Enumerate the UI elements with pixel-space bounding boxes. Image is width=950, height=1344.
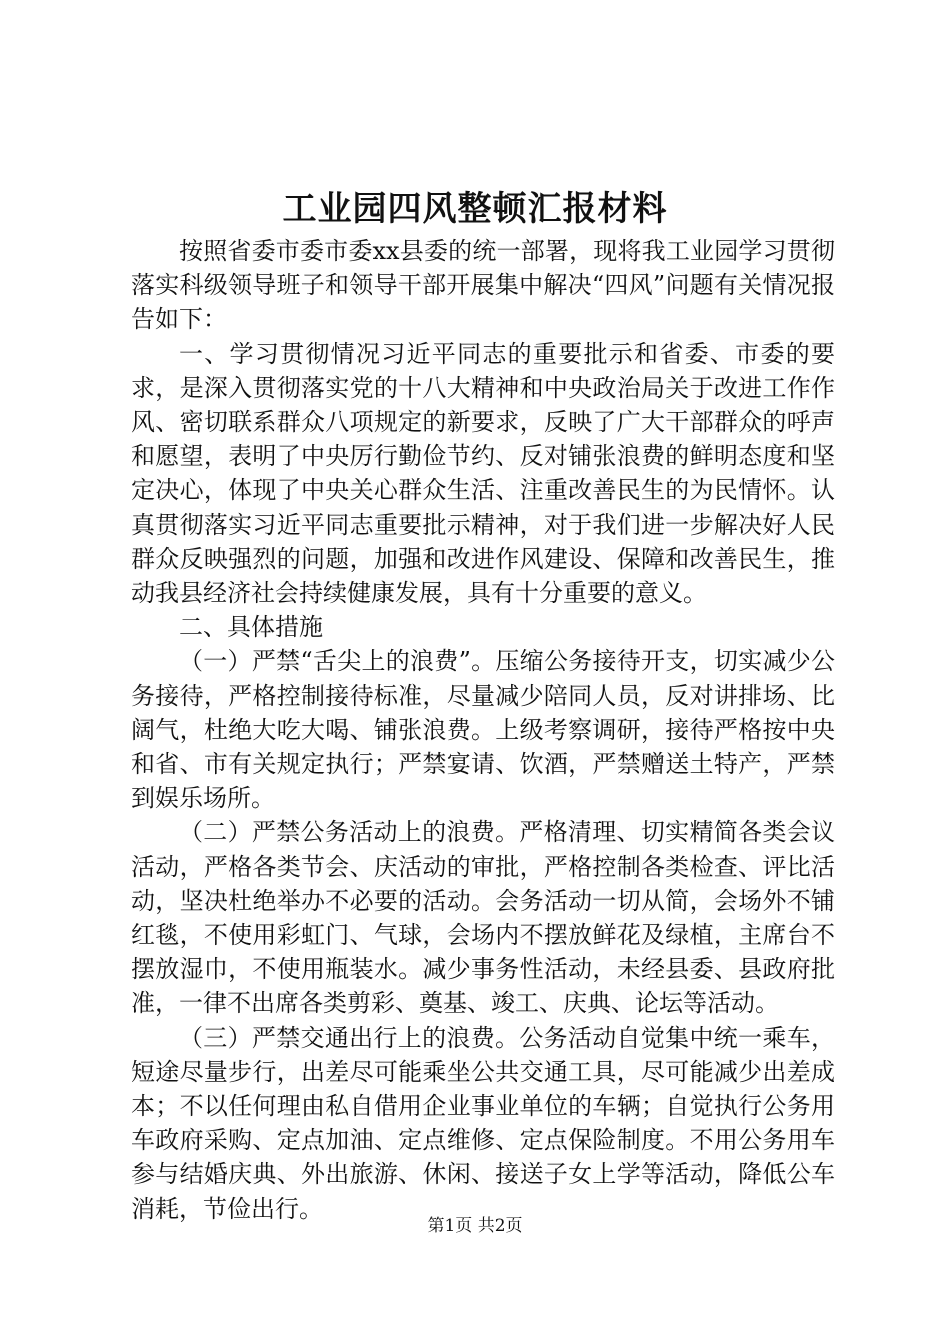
paragraph-intro: 按照省委市委市委xx县委的统一部署，现将我工业园学习贯彻落实科级领导班子和领导干部开展集中解决“四风”问题有关情况报告如下： [131, 237, 835, 334]
paragraph-measure-2: （二）严禁公务活动上的浪费。严格清理、切实精简各类会议活动，严格各类节会、庆活动的审批，严格控制各类检查、评比活动，坚决杜绝举办不必要的活动。会务活动一切从简，会场外不铺红毯，不使用彩虹门、气球，会场内不摆放鲜花及绿植，主席台不摆放湿巾，不使用瓶装水。减少事务性活动，未经县委、县政府批准，一律不出席各类剪彩、奠基、竣工、庆典、论坛等活动。 [131, 818, 835, 1018]
paragraph-measure-1: （一）严禁“舌尖上的浪费”。压缩公务接待开支，切实减少公务接待，严格控制接待标准，尽量减少陪同人员，反对讲排场、比阔气，杜绝大吃大喝、铺张浪费。上级考察调研，接待严格按中央和省、市有关规定执行；严禁宴请、饮酒，严禁赠送土特产，严禁到娱乐场所。 [131, 647, 835, 813]
document-body [131, 234, 835, 1226]
paragraph-section-2-heading: 二、具体措施 [179, 613, 323, 642]
page-indicator: 第1页 共2页 [427, 1216, 523, 1236]
paragraph-section-1: 一、学习贯彻情况习近平同志的重要批示和省委、市委的要求，是深入贯彻落实党的十八大精神和中央政治局关于改进工作作风、密切联系群众八项规定的新要求，反映了广大干部群众的呼声和愿望，表明了中央厉行勤俭节约、反对铺张浪费的鲜明态度和坚定决心，体现了中央关心群众生活、注重改善民生的为民情怀。认真贯彻落实习近平同志重要批示精神，对于我们进一步解决好人民群众反映强烈的问题，加强和改进作风建设、保障和改善民生，推动我县经济社会持续健康发展，具有十分重要的意义。 [131, 339, 835, 608]
document-title: 工业园四风整顿汇报材料 [282, 189, 668, 229]
paragraph-measure-3: （三）严禁交通出行上的浪费。公务活动自觉集中统一乘车，短途尽量步行，出差尽可能乘坐公共交通工具，尽可能减少出差成本；不以任何理由私自借用企业事业单位的车辆；自觉执行公务用车政府采购、定点加油、定点维修、定点保险制度。不用公务用车参与结婚庆典、外出旅游、休闲、接送子女上学等活动，降低公车消耗，节俭出行。 [131, 1023, 835, 1223]
